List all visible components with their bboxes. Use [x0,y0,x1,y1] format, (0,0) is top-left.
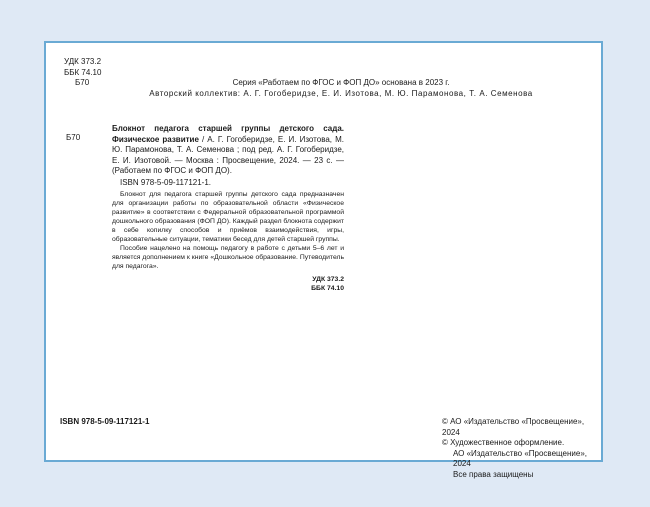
annotation-paragraph: Блокнот для педагога старшей группы детского сада предназначен для организации работы по образовательной области «Физическое развитие» в соответствии с Федеральной образовательной программой дошкольного образования (ФОП ДО). Каждый раздел блокнота содержит в себе копилку способов и приёмов взаимодействия, игры, образовательные ситуации, тематики бесед для детей старшей группы. [112,190,344,244]
authors-line: Авторский коллектив: А. Г. Гогоберидзе, Е. И. Изотова, М. Ю. Парамонова, Т. А. Семенова [149,88,533,98]
entry-bbk: ББК 74.10 [311,285,344,293]
series-line: Серия «Работаем по ФГОС и ФОП ДО» основана в 2023 г. [232,78,450,87]
udk-code: УДК 373.2 [64,57,102,66]
entry-indexes [112,276,344,294]
entry-author-mark: Б70 [66,133,81,142]
entry-udk: УДК 373.2 [312,276,344,284]
bbk-code: ББК 74.10 [64,67,102,77]
entry-description [112,124,344,177]
footer-isbn: ISBN 978-5-09-117121-1 [60,417,150,426]
copyright-line: © АО «Издательство «Просвещение», 2024 [442,417,585,437]
bibliographic-entry [112,124,344,294]
rights-reserved: Все права защищены [453,469,534,479]
copyright-block [442,417,601,481]
annotation-paragraph: Пособие нацелено на помощь педагогу в работе с детьми 5–6 лет и является дополнением к книге «Дошкольное образование. Путеводитель для педагога». [112,245,344,271]
series-info [106,78,576,99]
catalog-codes [64,57,101,89]
copyright-line: АО «Издательство «Просвещение», 2024 [453,448,587,469]
author-mark: Б70 [75,78,90,87]
copyright-page [44,41,603,479]
copyright-line: © Художественное оформление. [442,438,565,448]
entry-body: / А. Г. Гогоберидзе, Е. И. Изотова, М. Ю. Парамонова, Т. А. Семенова ; под ред. А. Г. Гогоберидзе, Е. И. Изотовой. — Москва : Просвещение, 2024. — 23 с. — (Работаем по ФГОС и ФОП ДО). [112,134,344,176]
entry-isbn: ISBN 978-5-09-117121-1. [120,177,212,187]
entry-title: Блокнот педагога старшей группы детского сада. Физическое развитие [112,124,344,144]
annotation [112,190,344,272]
